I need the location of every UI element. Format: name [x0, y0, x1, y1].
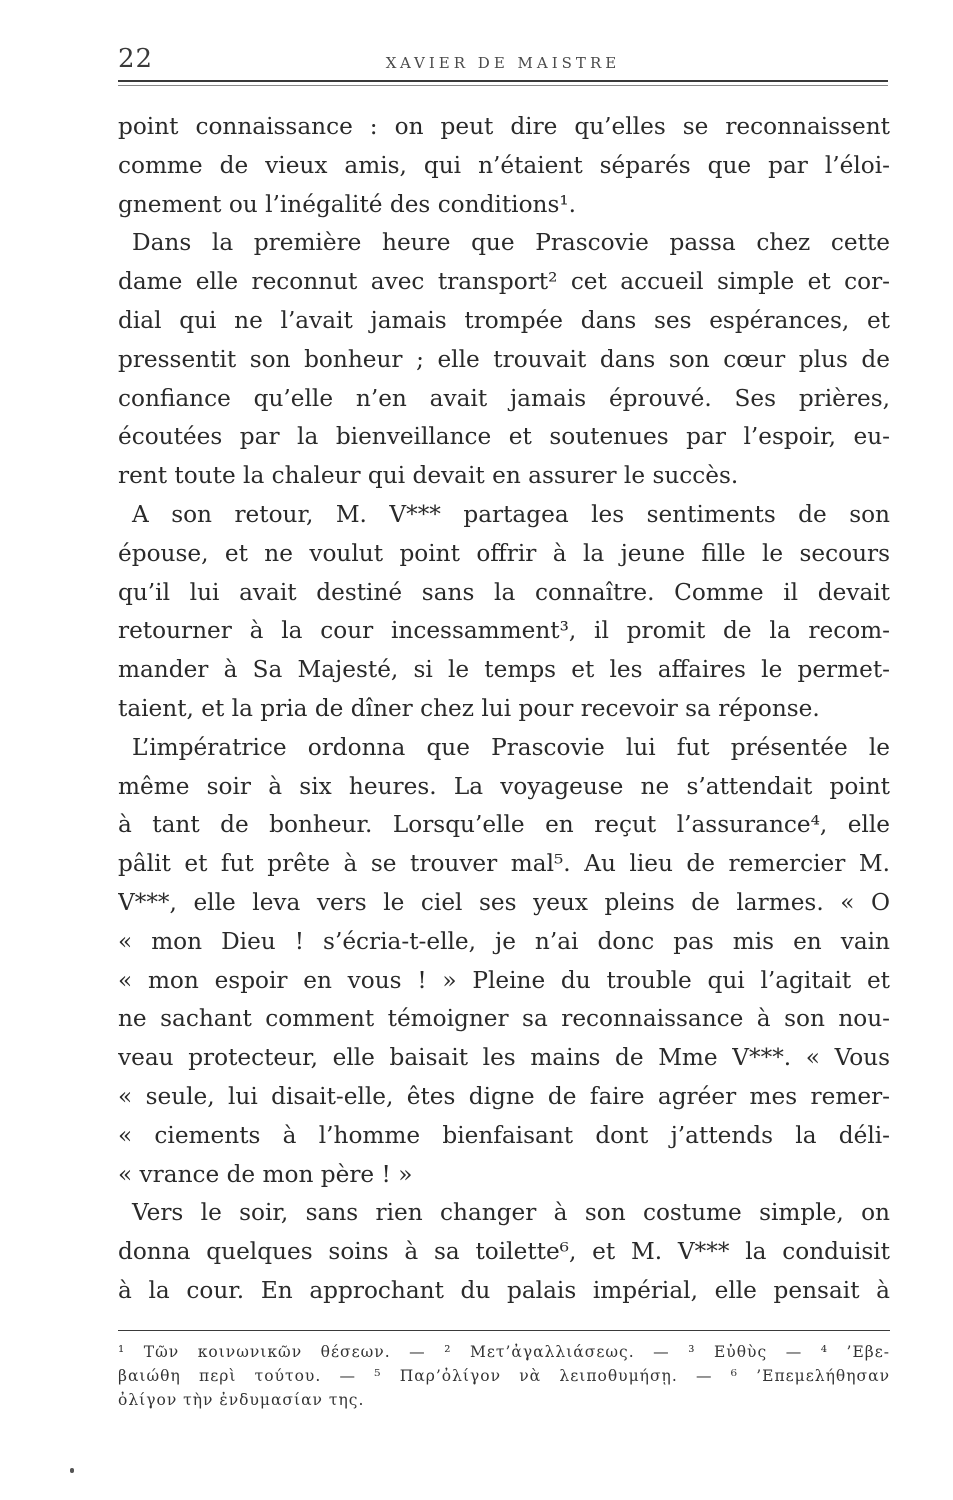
text-line: « mon espoir en vous ! » Pleine du trouble qui l’agitait et	[118, 966, 890, 994]
text-line: à tant de bonheur. Lorsqu’elle en reçut l’assurance⁴, elle	[118, 811, 890, 839]
header-rule-thin	[118, 85, 888, 86]
text-line: ne sachant comment témoigner sa reconnaissance à son nou-	[118, 1005, 890, 1033]
text-line: dame elle reconnut avec transport² cet accueil simple et cor-	[118, 268, 890, 296]
text-line: taient, et la pria de dîner chez lui pour recevoir sa réponse.	[118, 694, 820, 722]
text-line: retourner à la cour incessamment³, il promit de la recom-	[118, 617, 890, 645]
text-line: « seule, lui disait-elle, êtes digne de faire agréer mes remer-	[118, 1082, 890, 1110]
text-line: Dans la première heure que Prascovie passa chez cette	[132, 229, 890, 257]
running-title: XAVIER DE MAISTRE	[385, 54, 621, 72]
paper-speck	[70, 1468, 74, 1473]
text-line: pâlit et fut prête à se trouver mal⁵. Au lieu de remercier M.	[118, 850, 890, 878]
text-line: veau protecteur, elle baisait les mains de Mme V***. « Vous	[118, 1044, 890, 1072]
text-line: L’impératrice ordonna que Prascovie lui fut présentée le	[132, 733, 890, 761]
text-line: donna quelques soins à sa toilette⁶, et M. V*** la conduisit	[118, 1238, 890, 1266]
text-line: A son retour, M. V*** partagea les sentiments de son	[132, 500, 890, 528]
text-line: V***, elle leva vers le ciel ses yeux pleins de larmes. « O	[118, 888, 890, 916]
text-line: point connaissance : on peut dire qu’elles se reconnaissent	[118, 113, 890, 140]
text-line: « ciements à l’homme bienfaisant dont j’attends la déli-	[118, 1121, 890, 1149]
text-line: comme de vieux amis, qui n’étaient séparés que par l’éloi-	[118, 151, 890, 179]
text-line: qu’il lui avait destiné sans la connaître. Comme il devait	[118, 578, 890, 606]
text-line: « mon Dieu ! s’écria-t-elle, je n’ai donc pas mis en vain	[118, 927, 890, 955]
text-line: pressentit son bonheur ; elle trouvait dans son cœur plus de	[118, 345, 890, 373]
footnote-line: ¹ Τῶν κοινωνικῶν θέσεων. — ² Μετ’ἀγαλλιάσεως. — ³ Εὐθὺς — ⁴ ’Εβε-	[118, 1343, 890, 1361]
page-number: 22	[118, 44, 154, 74]
text-line: écoutées par la bienveillance et soutenues par l’espoir, eu-	[118, 423, 890, 451]
text-line: gnement ou l’inégalité des conditions¹.	[118, 190, 577, 218]
footnote-rule	[118, 1330, 890, 1331]
text-line: rent toute la chaleur qui devait en assurer le succès.	[118, 462, 739, 490]
header-rule	[118, 80, 888, 82]
text-line: à la cour. En approchant du palais impérial, elle pensait à	[118, 1276, 890, 1304]
page-header	[118, 44, 888, 84]
text-line: « vrance de mon père ! »	[118, 1160, 413, 1188]
text-line: confiance qu’elle n’en avait jamais éprouvé. Ses prières,	[118, 384, 890, 412]
text-line: même soir à six heures. La voyageuse ne s’attendait point	[118, 772, 890, 800]
footnotes	[118, 1340, 890, 1412]
footnote-line: βαιώθη περὶ τούτου. — ⁵ Παρ’ὀλίγον νὰ λειποθυμήσῃ. — ⁶ ’Επεμελήθησαν	[118, 1367, 890, 1385]
text-line: mander à Sa Majesté, si le temps et les affaires le permet-	[118, 656, 890, 684]
body-text	[118, 108, 890, 1311]
text-line: dial qui ne l’avait jamais trompée dans ses espérances, et	[118, 306, 890, 334]
text-line: épouse, et ne voulut point offrir à la jeune fille le secours	[118, 539, 890, 567]
footnote-line: ὀλίγον τὴν ἐνδυμασίαν της.	[118, 1391, 365, 1409]
text-line: Vers le soir, sans rien changer à son costume simple, on	[132, 1199, 890, 1227]
